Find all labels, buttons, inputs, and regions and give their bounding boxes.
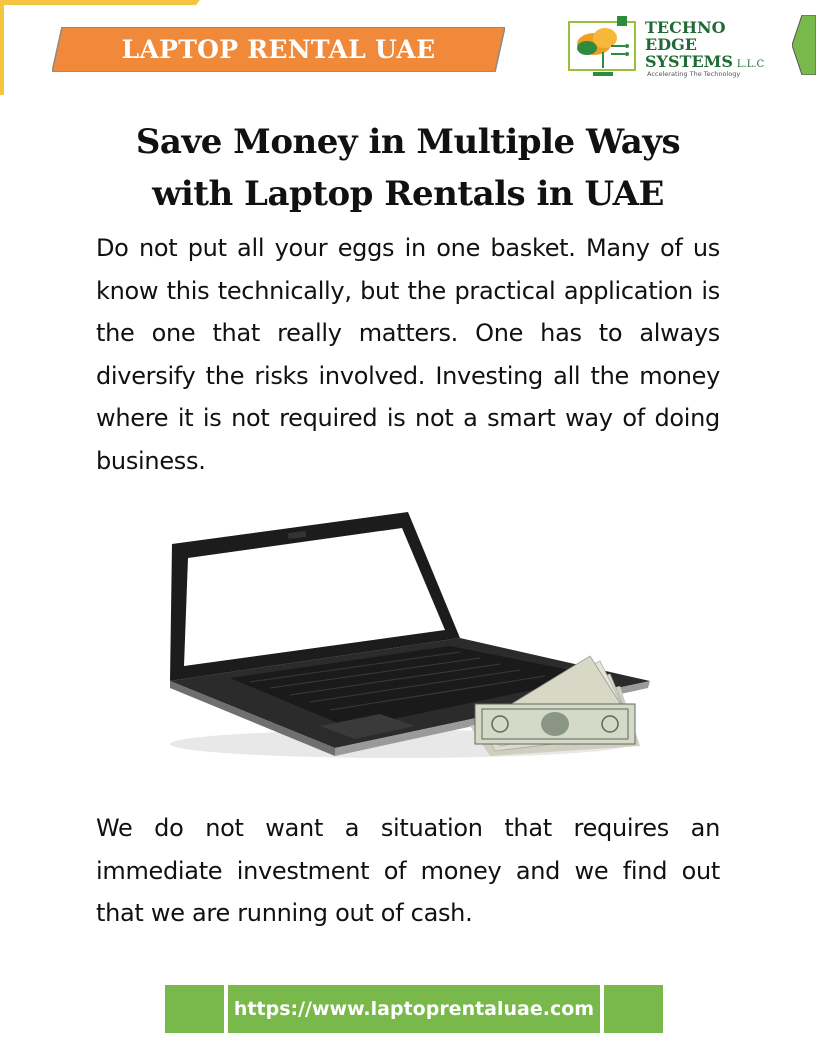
logo-llc-suffix: L.L.C: [736, 59, 765, 70]
right-edge-tab-decoration: [792, 15, 816, 75]
body-paragraph-2: We do not want a situation that requires an immediate investment of money and we find out that we are running out of cash.: [96, 814, 720, 927]
logo-tagline: Accelerating The Technology: [647, 70, 741, 78]
footer-right-block: [604, 985, 663, 1033]
title-line-1: Save Money in Multiple Ways: [135, 122, 681, 162]
logo-wordmark: [645, 19, 764, 73]
body-paragraph-1: Do not put all your eggs in one basket. Many of us know this technically, but the practical application is the one that really matters. One has to always diversify the risks involved. Investing all the money where it is not required is not a smart way of doing business.: [96, 234, 720, 475]
laptop-with-money-illustration: [160, 506, 660, 764]
website-link[interactable]: https://www.laptoprentaluae.com: [228, 985, 600, 1033]
cloud-computer-logo-icon: [567, 16, 639, 80]
company-logo: [567, 16, 777, 80]
banner-title: LAPTOP RENTAL UAE: [121, 35, 436, 64]
logo-systems-text: SYSTEMS: [645, 52, 733, 71]
footer-left-block: [165, 985, 224, 1033]
logo-line-edge: EDGE: [645, 35, 697, 54]
logo-line-techno: TECHNO: [645, 18, 726, 37]
footer-bar: [165, 985, 665, 1033]
title-line-2: with Laptop Rentals in UAE: [152, 174, 664, 214]
page-title: [96, 116, 720, 220]
